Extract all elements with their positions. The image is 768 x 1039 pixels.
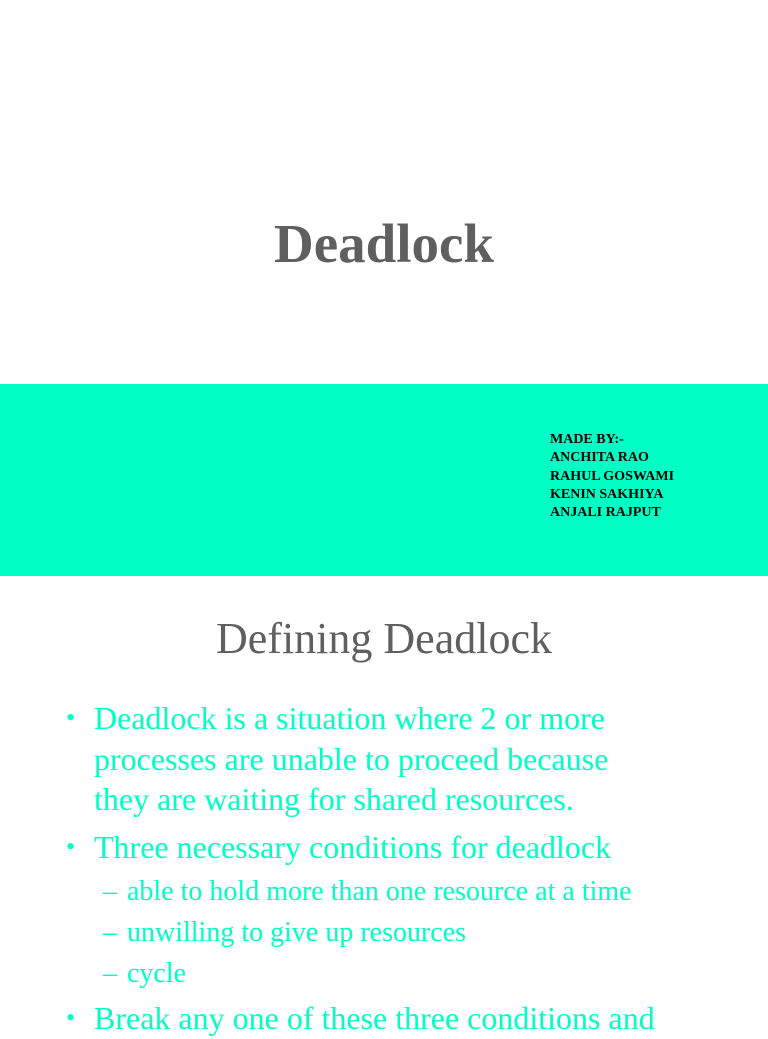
bullet-line: Three necessary conditions for deadlock	[94, 829, 612, 865]
bullet-dot-icon: •	[66, 832, 76, 861]
slide-title: Deadlock	[274, 213, 494, 274]
author-credits	[550, 431, 674, 522]
bullet-text	[94, 827, 611, 868]
bullet-line: Deadlock is a situation where 2 or more	[94, 700, 605, 736]
section-title: Defining Deadlock	[216, 614, 552, 663]
dash-icon: –	[103, 958, 117, 989]
sub-bullet-text: unwilling to give up resources	[127, 917, 467, 948]
dash-icon: –	[103, 876, 117, 907]
sub-bullet-text: able to hold more than one resource at a time	[127, 876, 632, 907]
bullet-line: Break any one of these three conditions and	[94, 1000, 655, 1036]
made-by-label: MADE BY:-	[550, 432, 624, 447]
bullet-line: processes are unable to proceed because	[94, 740, 609, 777]
author-name: KENIN SAKHIYA	[550, 486, 664, 502]
author-name: RAHUL GOSWAMI	[550, 468, 675, 484]
author-name: ANCHITA RAO	[550, 450, 649, 466]
author-name: ANJALI RAJPUT	[550, 505, 661, 521]
bullet-text	[94, 698, 608, 820]
bullet-line: they are waiting for shared resources.	[94, 781, 574, 817]
dash-icon: –	[103, 917, 117, 948]
bullet-dot-icon: •	[66, 1003, 76, 1032]
sub-bullet-text: cycle	[127, 958, 187, 989]
bullet-dot-icon: •	[66, 703, 76, 732]
bullet-text	[94, 998, 655, 1039]
